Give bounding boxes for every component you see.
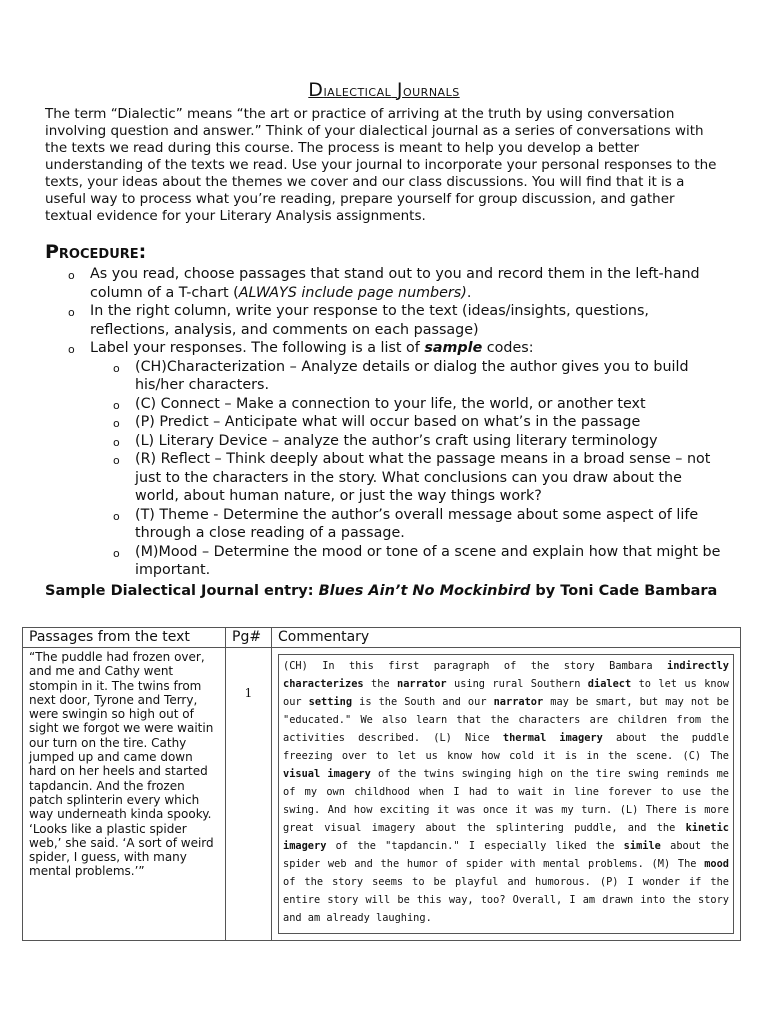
commentary-term: thermal imagery: [502, 732, 603, 744]
intro-paragraph: The term “Dialectic” means “the art or practice of arriving at the truth by using conversation involving question and answer.” Think of your dialectical journal as a series of conversations with the texts we read during this course. The process is meant to help you develop a better understanding of the texts we read. Use your journal to incorporate your personal responses to the texts, your ideas about the themes we cover and our class discussions. You will find that it is a useful way to process what you’re reading, prepare yourself for group discussion, and gather textual evidence for your Literary Analysis assignments.: [45, 106, 717, 224]
commentary-term: narrator: [397, 678, 447, 690]
sample-heading-prefix: Sample Dialectical Journal entry:: [45, 583, 319, 599]
bullet-icon: o: [68, 306, 75, 319]
page-number-cell: 1: [226, 648, 272, 941]
passage-cell: “The puddle had frozen over, and me and Cathy went stompin in it. The twins from next door, Tyrone and Terry, were swingin so high out of sight we forgot we were waitin our turn on the tire. Cathy jumped up and came down hard on her heels and started tapdancin. And the frozen patch splinterin every which way underneath kinda spooky. ‘Looks like a plastic spider web,’ she said. ‘A sort of weird spider, I guess, with many mental problems.’”: [23, 648, 226, 941]
code-item: [90, 450, 725, 506]
bullet-icon: o: [68, 269, 75, 282]
commentary-cell: [272, 648, 741, 941]
commentary-run: using rural Southern: [446, 678, 588, 690]
sample-entry-heading: [45, 582, 725, 601]
procedure-step-emphasis: sample: [424, 340, 483, 356]
commentary-term: visual imagery: [283, 768, 371, 780]
commentary-run: is the South and our: [352, 696, 494, 708]
commentary-term: dialect: [587, 678, 632, 690]
table-row: [23, 648, 741, 941]
bullet-icon: o: [113, 546, 120, 560]
procedure-step-text: Label your responses. The following is a list of: [90, 340, 425, 356]
procedure-list: [45, 265, 725, 580]
title-word-rest: ournals: [402, 80, 460, 100]
commentary-term: setting: [308, 696, 353, 708]
code-text: (C) Connect – Make a connection to your life, the world, or another text: [135, 395, 646, 412]
procedure-heading: Procedure:: [45, 241, 147, 263]
code-item: [90, 413, 725, 432]
procedure-step-text: .: [466, 284, 472, 301]
code-text: (P) Predict – Anticipate what will occur based on what’s in the passage: [135, 414, 641, 430]
code-item: [90, 395, 725, 414]
code-text: (M)Mood – Determine the mood or tone of a scene and explain how that might be important.: [135, 543, 721, 578]
header-passages: Passages from the text: [23, 628, 226, 648]
commentary-run: to let us know our: [283, 678, 729, 708]
code-text: (L) Literary Device – analyze the author’s craft using literary terminology: [135, 432, 658, 449]
commentary-term: simile: [623, 840, 661, 852]
code-item: [90, 506, 725, 543]
commentary-run: of the story seems to be playful and humorous. (P) I wonder if the entire story will be this way, too? Overall, I am drawn into the story and am already laughing.: [283, 876, 729, 924]
commentary-run: (CH) In this first paragraph of the story Bambara: [283, 660, 667, 672]
bullet-icon: o: [113, 509, 120, 523]
code-text: (R) Reflect – Think deeply about what the passage means in a broad sense – not just to the characters in the story. What conclusions can you draw about the world, about human nature, or just the way things work?: [135, 451, 711, 504]
bullet-icon: o: [113, 435, 120, 449]
commentary-run: of the twins swinging high on the tire swing reminds me of my own childhood when I had to wait in line forever to use the swing. And how exciting it was once it was my turn. (L) There is more great visual imagery about the splintering puddle, and the: [283, 768, 729, 834]
t-chart-table: [22, 627, 741, 941]
procedure-step-text: As you read, choose passages that stand out to you and record them in the left-hand column of a T-chart (: [90, 266, 700, 301]
header-commentary: Commentary: [272, 628, 741, 648]
bullet-icon: o: [113, 417, 120, 430]
commentary-text: [278, 654, 734, 934]
table-header-row: [23, 628, 741, 648]
procedure-step-text: codes:: [482, 340, 534, 356]
code-item: [90, 358, 725, 395]
title-initial: J: [396, 78, 403, 101]
commentary-term: indirectly characterizes: [283, 660, 729, 690]
code-item: [90, 543, 725, 580]
page-title: [0, 79, 768, 101]
procedure-step-text: In the right column, write your response to the text (ideas/insights, questions, reflections, analysis, and comments on each passage): [90, 303, 649, 338]
bullet-icon: o: [113, 454, 120, 467]
commentary-run: the: [363, 678, 397, 690]
code-item: [90, 432, 725, 451]
procedure-step: [45, 302, 725, 339]
code-text: (CH)Characterization – Analyze details or dialog the author gives you to build his/her characters.: [135, 358, 689, 393]
commentary-term: mood: [704, 858, 729, 870]
procedure-step-emphasis: ALWAYS include page numbers): [238, 284, 467, 301]
bullet-icon: o: [113, 361, 120, 375]
response-codes-list: [90, 358, 725, 580]
commentary-run: of the "tapdancin." I especially liked the: [326, 840, 624, 852]
sample-heading-suffix: by Toni Cade Bambara: [530, 583, 718, 599]
bullet-icon: o: [113, 398, 120, 412]
commentary-term: kinetic imagery: [283, 822, 729, 852]
commentary-term: narrator: [493, 696, 544, 708]
title-word-rest: ialectical: [323, 80, 392, 100]
commentary-run: about the spider web and the humor of spider with mental problems. (M) The: [283, 840, 729, 870]
commentary-run: may be smart, but may not be "educated." We also learn that the characters are children from the activities described. (L) Nice: [283, 696, 729, 744]
procedure-step: [45, 339, 725, 580]
commentary-run: about the puddle freezing over to let us know how cold it is in the scene. (C) The: [283, 732, 729, 762]
code-text: (T) Theme - Determine the author’s overall message about some aspect of life through a close reading of a passage.: [135, 506, 699, 541]
book-title: Blues Ain’t No Mockinbird: [318, 583, 531, 599]
title-initial: D: [308, 78, 324, 101]
procedure-step: [45, 265, 725, 302]
bullet-icon: o: [68, 343, 75, 356]
header-page-number: Pg#: [226, 628, 272, 648]
